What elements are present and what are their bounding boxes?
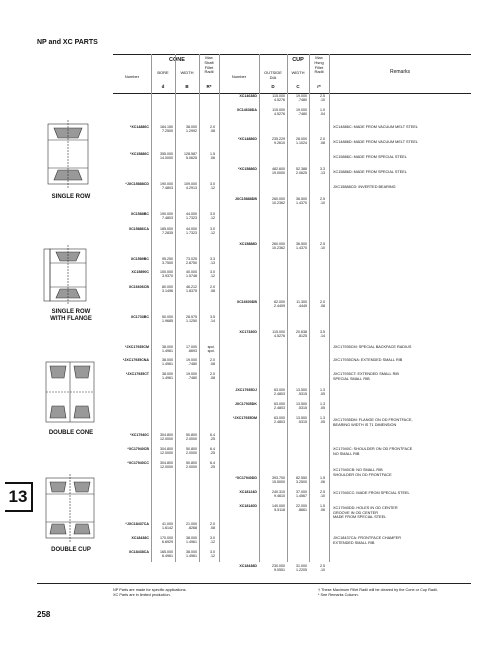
cup-width-heading: WIDTH bbox=[291, 70, 305, 75]
bore-value: 184.150 7.2500 bbox=[160, 125, 173, 134]
cone-number: *XC14886C bbox=[130, 125, 149, 129]
remark-text: JXC17935CM: SPECIAL BACKFACE RADIUS bbox=[333, 345, 412, 349]
bore-value: 304.800 12.0000 bbox=[160, 447, 173, 456]
cup-width-value: 19.000 .7480 bbox=[296, 94, 307, 103]
section-tab: 13 bbox=[5, 482, 33, 512]
cone-width-value: 40.000 1.5748 bbox=[186, 270, 197, 279]
bore-value: 185.000 7.2835 bbox=[160, 227, 173, 236]
cup-number-heading: Number bbox=[231, 74, 247, 79]
cup-number: XC14638D bbox=[239, 94, 257, 98]
double-cup-label: DOUBLE CUP bbox=[51, 547, 91, 553]
single-row-bearing-drawing bbox=[40, 118, 100, 190]
cone-width-value: 109.000 4.2913 bbox=[184, 182, 197, 191]
cup-heading: CUP bbox=[292, 57, 304, 63]
single-row-flange-drawing bbox=[40, 243, 100, 307]
cone-number: *JXC17935CNA bbox=[122, 358, 149, 362]
cup-number: *JXC17935DM bbox=[233, 416, 257, 420]
remarks-heading: Remarks bbox=[389, 69, 410, 75]
cone-width-value: 28.575 1.1250 bbox=[186, 315, 197, 324]
bore-value: 355.000 14.0000 bbox=[160, 152, 173, 161]
shaft-radius-value: 6.4 .25 bbox=[210, 433, 215, 442]
remark-text: XC17940DD: HOLES IN OD CENTER GROOVE IN OD CENTER MADE FROM SPECIAL STEEL bbox=[333, 506, 398, 520]
shaft-radius-value: 2.0 .08 bbox=[210, 522, 215, 531]
R-symbol: R* bbox=[206, 84, 212, 89]
cone-number: XC15886CA bbox=[128, 227, 149, 231]
housing-radius-value: 2.5 .10 bbox=[320, 242, 325, 251]
outside-dia-value: 115.000 4.5276 bbox=[272, 108, 285, 117]
shaft-radius-value: 3.0 .12 bbox=[210, 212, 215, 221]
bore-value: 38.000 1.4961 bbox=[162, 345, 173, 354]
cup-width-value: 36.500 1.4370 bbox=[296, 197, 307, 206]
outside-dia-value: 482.600 19.0000 bbox=[272, 167, 285, 176]
cone-width-value: 21.000 .8268 bbox=[186, 522, 197, 531]
cone-width-value: 44.000 1.7323 bbox=[186, 227, 197, 236]
outside-dia-value: 240.310 9.4610 bbox=[272, 490, 285, 499]
shaft-radius-value: spcl. spcl. bbox=[207, 345, 215, 354]
housing-radius-value: 1.5 .06 bbox=[320, 504, 325, 513]
cone-number: *XC17940CB bbox=[127, 447, 149, 451]
cone-number: *XC17940CC bbox=[127, 461, 149, 465]
remark-text: XC15886C: MADE FROM SPECIAL STEEL bbox=[333, 155, 407, 159]
remark-text: JXC17935CNA: EXTENDED SMALL RIB bbox=[333, 358, 403, 362]
d-symbol: d bbox=[161, 84, 165, 89]
cone-width-value: 50.800 2.0000 bbox=[186, 433, 197, 442]
cone-number: *XC17940C bbox=[130, 433, 149, 437]
outside-dia-value: 230.000 9.0551 bbox=[272, 564, 285, 573]
shaft-radius-value: 6.4 .25 bbox=[210, 461, 215, 470]
remark-text: XC17940CC: MADE FROM SPECIAL STEEL bbox=[333, 491, 410, 495]
shaft-radius-value: 3.0 .12 bbox=[210, 536, 215, 545]
cone-number: XC18438CA bbox=[128, 550, 149, 554]
bore-value: 95.250 3.7500 bbox=[162, 257, 173, 266]
cone-width-heading: WIDTH bbox=[180, 70, 194, 75]
cup-number: *XC14886D bbox=[238, 137, 257, 141]
cone-heading: CONE bbox=[169, 57, 185, 63]
footer-left-note: NP Parts are made for specific applications. XC Parts are in limited production. bbox=[113, 588, 187, 598]
cup-width-value: 13.500 .5315 bbox=[296, 388, 307, 397]
shaft-radius-value: 3.0 .12 bbox=[210, 270, 215, 279]
bore-value: 304.800 12.0000 bbox=[160, 461, 173, 470]
cup-width-value: 13.500 .5315 bbox=[296, 402, 307, 411]
page-number: 258 bbox=[37, 610, 51, 619]
double-cone-drawing bbox=[40, 356, 100, 428]
remark-text: JXC17935CT: EXTENDED SMALL RIB SPECIAL SMALL RIB bbox=[333, 372, 399, 381]
bore-value: 80.000 3.1496 bbox=[162, 285, 173, 294]
cone-number: *JXC18437CA bbox=[125, 522, 149, 526]
housing-radius-value: 2.0 .08 bbox=[320, 137, 325, 146]
housing-radius-heading: Max Hsng Fillet Radii bbox=[314, 55, 324, 75]
shaft-radius-value: 3.3 .13 bbox=[210, 257, 215, 266]
bore-value: 190.000 7.4803 bbox=[160, 182, 173, 191]
cone-number: *JXC15888CD bbox=[125, 182, 149, 186]
r-symbol: r* bbox=[317, 84, 321, 89]
cup-number: XC18438D bbox=[239, 564, 257, 568]
housing-radius-value: 1.3 .05 bbox=[320, 402, 325, 411]
cup-width-value: 31.000 1.2205 bbox=[296, 564, 307, 573]
page-header: NP and XC PARTS bbox=[37, 39, 98, 46]
bore-value: 50.000 1.9685 bbox=[162, 315, 173, 324]
cup-width-value: 22.000 .8661 bbox=[296, 504, 307, 513]
cup-width-value: 37.000 1.4567 bbox=[296, 490, 307, 499]
cone-number: XC15890C bbox=[131, 270, 149, 274]
cup-width-value: 36.500 1.4370 bbox=[296, 242, 307, 251]
cup-number: JXC17935DJ bbox=[235, 388, 257, 392]
double-cup-drawing bbox=[40, 472, 100, 544]
cone-width-value: 19.000 .7480 bbox=[186, 372, 197, 381]
shaft-radius-value: 2.0 .08 bbox=[210, 372, 215, 381]
remark-text: XC17940CB: NO SMALL RIB SHOULDER ON OD FRONTFACE bbox=[333, 468, 392, 477]
remark-text: JXC18437CA: FRONTFACE CHAMFER EXTENDED SMALL RIB bbox=[333, 536, 401, 545]
cone-width-value: 38.000 1.2992 bbox=[186, 125, 197, 134]
cone-width-value: 38.000 1.4961 bbox=[186, 536, 197, 545]
housing-radius-value: 1.0 .04 bbox=[320, 108, 325, 117]
cone-width-value: 38.000 1.4961 bbox=[186, 550, 197, 559]
outside-dia-value: 115.000 4.5276 bbox=[272, 330, 285, 339]
cone-number: *XC15886C bbox=[130, 152, 149, 156]
bore-value: 41.000 1.6142 bbox=[162, 522, 173, 531]
cup-number: JXC15888DB bbox=[234, 197, 257, 201]
cup-width-value: 20.638 .8125 bbox=[296, 330, 307, 339]
outside-dia-value: 393.700 15.5000 bbox=[272, 476, 285, 485]
cup-width-value: 28.000 1.1024 bbox=[296, 137, 307, 146]
cone-number: XC18438C bbox=[131, 536, 149, 540]
bore-value: 38.000 1.4961 bbox=[162, 358, 173, 367]
cone-width-value: 73.025 2.8750 bbox=[186, 257, 197, 266]
housing-radius-value: 2.0 .08 bbox=[320, 300, 325, 309]
cup-number: *XC15886D bbox=[238, 167, 257, 171]
single-row-flange-label: SINGLE ROW WITH FLANGE bbox=[50, 309, 92, 322]
housing-radius-value: 2.5 .10 bbox=[320, 197, 325, 206]
remark-text: XC17940C: SHOULDER ON OD FRONTFACE NO SMALL RIB bbox=[333, 447, 413, 456]
outside-dia-value: 260.000 10.2362 bbox=[272, 242, 285, 251]
outside-dia-value: 63.000 2.4803 bbox=[274, 402, 285, 411]
double-cone-label: DOUBLE CONE bbox=[48, 430, 94, 436]
cone-number: XC1589BC bbox=[130, 257, 149, 261]
single-row-label: SINGLE ROW bbox=[51, 194, 91, 200]
housing-radius-value: 1.5 .06 bbox=[320, 476, 325, 485]
cone-number: XC16606CB bbox=[128, 285, 149, 289]
B-symbol: B bbox=[185, 84, 189, 89]
shaft-radius-value: 2.0 .08 bbox=[210, 125, 215, 134]
cone-width-value: 19.000 .7480 bbox=[186, 358, 197, 367]
outside-dia-value: 63.000 2.4803 bbox=[274, 388, 285, 397]
cone-width-value: 50.800 2.0000 bbox=[186, 447, 197, 456]
cone-number: *JXC17935CT bbox=[125, 372, 149, 376]
shaft-radius-value: 3.5 .14 bbox=[210, 315, 215, 324]
remark-text: JXC15888CD: INVERTED BEARING bbox=[333, 185, 396, 189]
cup-number: XC15888D bbox=[239, 242, 257, 246]
bore-value: 304.800 12.0000 bbox=[160, 433, 173, 442]
outside-dia-value: 235.229 9.2610 bbox=[272, 137, 285, 146]
shaft-radius-value: 2.0 .08 bbox=[210, 285, 215, 294]
remark-text: XC14886D: MADE FROM VACUUM MELT STEEL bbox=[333, 140, 419, 144]
table-header bbox=[113, 54, 471, 94]
cup-width-value: 13.500 .5315 bbox=[296, 416, 307, 425]
housing-radius-value: 2.5 .10 bbox=[320, 94, 325, 103]
housing-radius-value: 2.5 .10 bbox=[320, 490, 325, 499]
bore-value: 38.000 1.4961 bbox=[162, 372, 173, 381]
cone-number: *JXC17935CM bbox=[125, 345, 149, 349]
bore-value: 170.000 6.6929 bbox=[160, 536, 173, 545]
shaft-radius-value: 3.0 .12 bbox=[210, 182, 215, 191]
shaft-radius-value: 1.5 .06 bbox=[210, 152, 215, 161]
cone-number: XC1733BC bbox=[130, 315, 149, 319]
C-symbol: C bbox=[296, 84, 300, 89]
housing-radius-value: 3.3 .13 bbox=[320, 167, 325, 176]
cup-number: XC16600DB bbox=[236, 300, 257, 304]
bore-value: 100.000 3.9370 bbox=[160, 270, 173, 279]
cup-number: XC14638DA bbox=[236, 108, 257, 112]
bore-value: 190.000 7.4803 bbox=[160, 212, 173, 221]
housing-radius-value: 1.3 .05 bbox=[320, 416, 325, 425]
housing-radius-value: 2.5 .10 bbox=[320, 564, 325, 573]
cup-number: JXC17935DK bbox=[234, 402, 257, 406]
shaft-radius-value: 3.0 .12 bbox=[210, 550, 215, 559]
shaft-radius-value: 3.0 .12 bbox=[210, 227, 215, 236]
cone-width-value: 46.212 1.8375 bbox=[186, 285, 197, 294]
outside-dia-value: 62.000 2.4409 bbox=[274, 300, 285, 309]
bore-value: 165.000 6.4961 bbox=[160, 550, 173, 559]
cup-width-value: 52.388 2.0625 bbox=[296, 167, 307, 176]
outside-dia-value: 115.000 4.5276 bbox=[272, 94, 285, 103]
outside-dia-value: 140.000 5.5118 bbox=[272, 504, 285, 513]
shaft-radius-value: 2.0 .08 bbox=[210, 358, 215, 367]
footer-right-note: † These Maximum Fillet Radii will be cleared by the Cone or Cup Radii. * See Remarks Column. bbox=[318, 588, 438, 598]
shaft-radius-value: 6.4 .25 bbox=[210, 447, 215, 456]
cup-number: XC18140D bbox=[239, 504, 257, 508]
cone-width-value: 50.800 2.0000 bbox=[186, 461, 197, 470]
cup-number: XC18124D bbox=[239, 490, 257, 494]
outside-dia-value: 63.000 2.4803 bbox=[274, 416, 285, 425]
cup-width-value: 19.000 .7480 bbox=[296, 108, 307, 117]
cone-number-heading: Number bbox=[124, 74, 140, 79]
housing-radius-value: 3.5 .14 bbox=[320, 330, 325, 339]
cup-number: *XC17940DD bbox=[235, 476, 257, 480]
shaft-radius-heading: Max Shaft Fillet Radii bbox=[204, 55, 214, 75]
remark-text: JXC17935DM: FLANGE ON OD FRONTFACE, BEARING WIDTH IS T1 DIMENSION bbox=[333, 418, 413, 427]
bore-heading: BORE bbox=[157, 70, 169, 75]
housing-radius-value: 1.3 .05 bbox=[320, 388, 325, 397]
D-symbol: D bbox=[271, 84, 275, 89]
outside-dia-heading: OUTSIDE DIA bbox=[264, 70, 282, 80]
cone-width-value: 17.000 .6693 bbox=[186, 345, 197, 354]
cone-number: XC1588BC bbox=[130, 212, 149, 216]
cup-width-value: 82.550 3.2500 bbox=[296, 476, 307, 485]
cone-width-value: 128.587 5.0625 bbox=[184, 152, 197, 161]
outside-dia-value: 260.000 10.2362 bbox=[272, 197, 285, 206]
cup-number: XC17330D bbox=[239, 330, 257, 334]
cup-width-value: 11.300 .4449 bbox=[296, 300, 307, 309]
cone-width-value: 44.000 1.7323 bbox=[186, 212, 197, 221]
remark-text: XC15886D: MADE FROM SPECIAL STEEL bbox=[333, 170, 407, 174]
remark-text: XC14886C: MADE FROM VACUUM MELT STEEL bbox=[333, 125, 419, 129]
